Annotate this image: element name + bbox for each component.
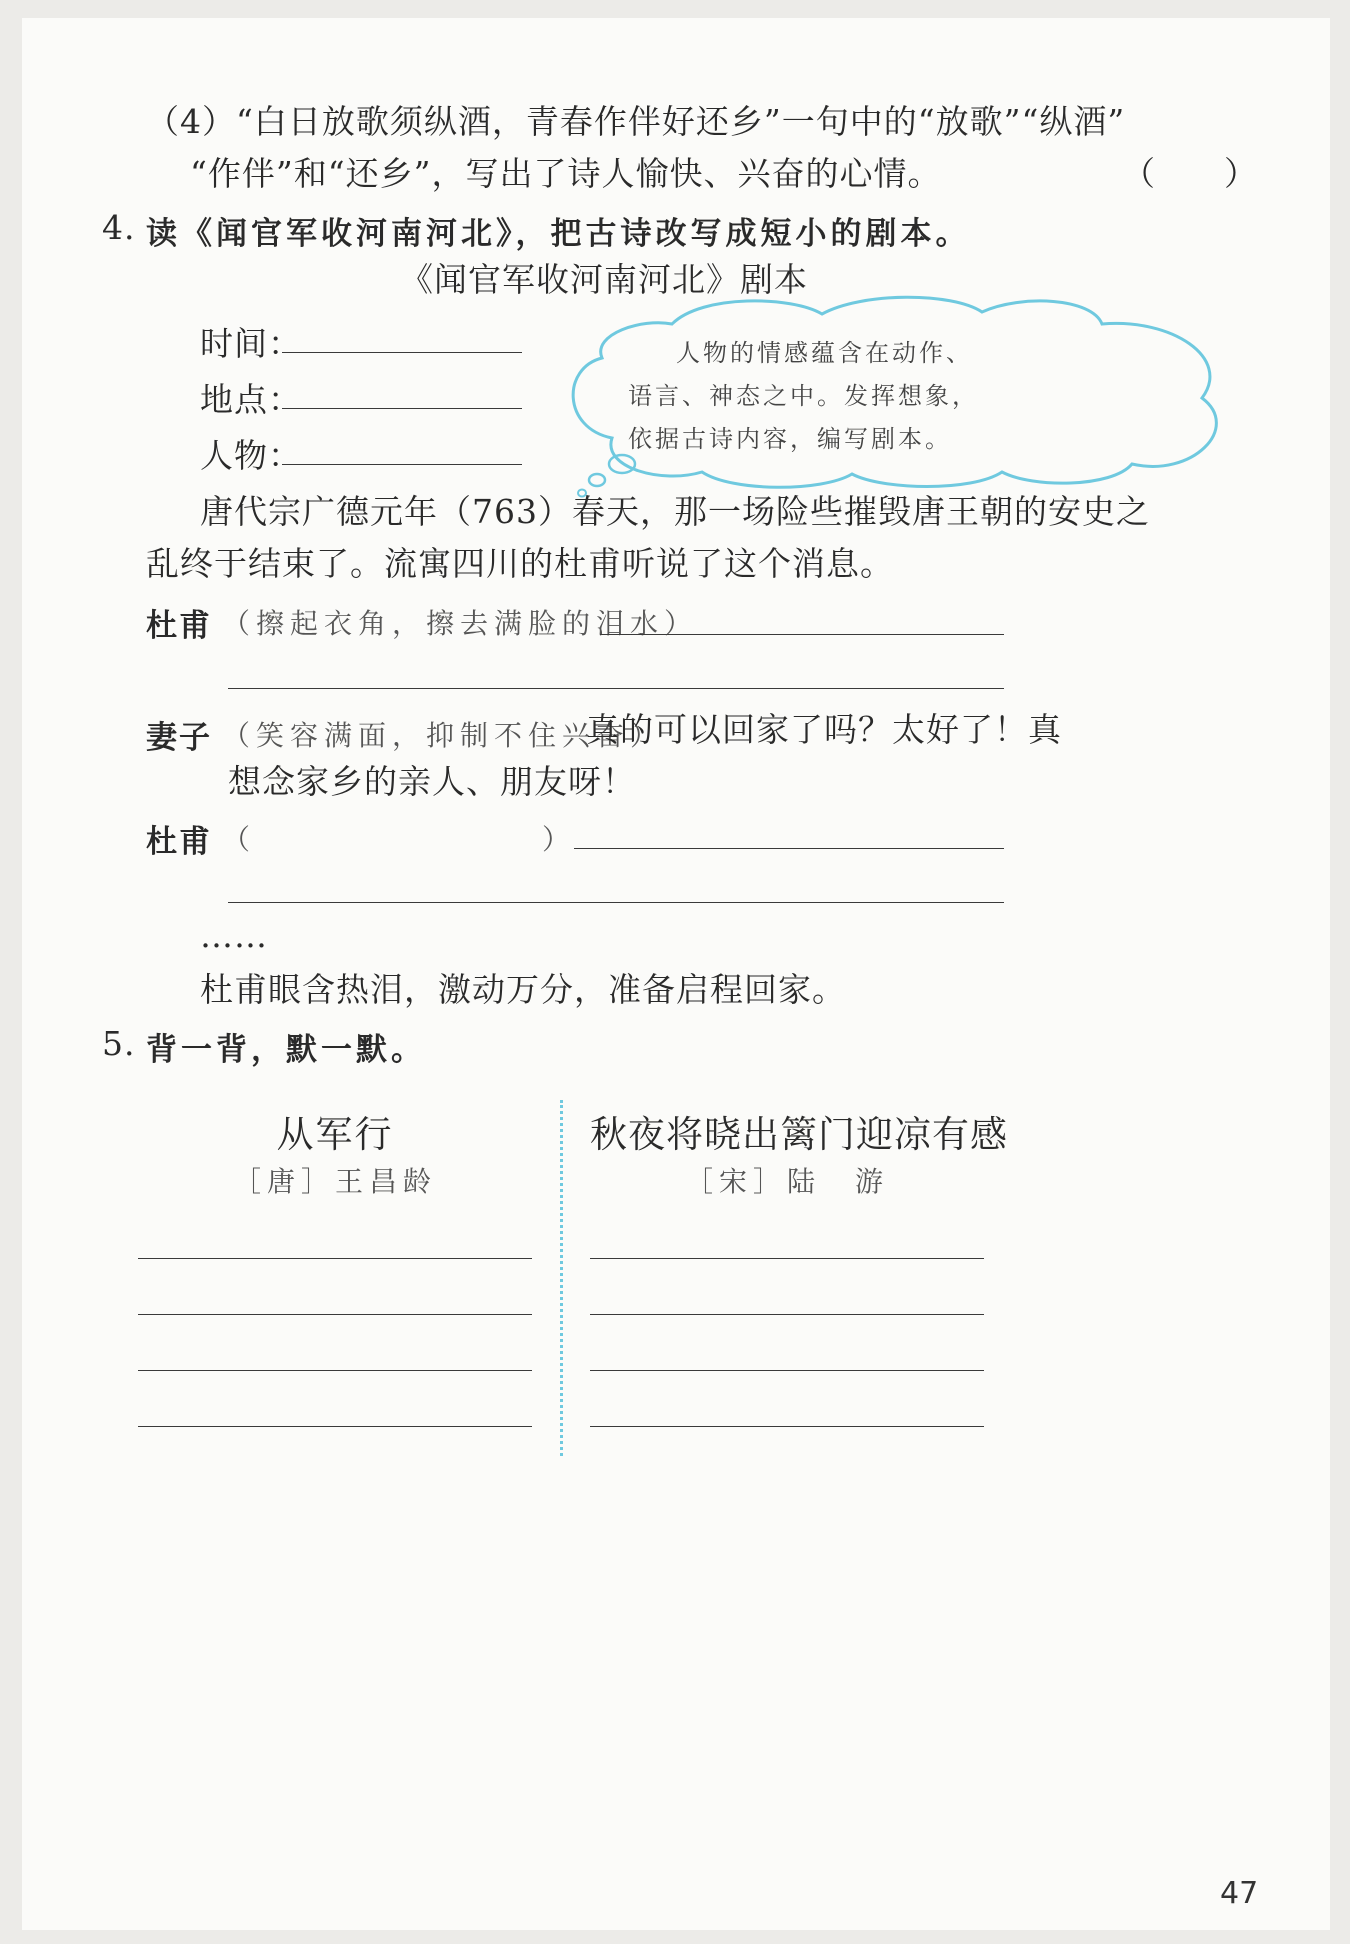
q3-item4-line1: （4）“白日放歌须纵酒，青春作伴好还乡”一句中的“放歌”“纵酒” [146,102,1126,141]
field-line-characters[interactable] [282,464,522,465]
answer-line-3b[interactable] [228,902,1004,903]
q5-number: 5. [102,1024,136,1063]
q5-instruction: 背一背，默一默。 [146,1032,426,1068]
workbook-page [22,18,1330,1930]
wife-speech-2: 想念家乡的亲人、朋友呀！ [228,762,636,801]
field-line-place[interactable] [282,408,522,409]
field-label-time: 时间： [200,324,302,363]
script-title: 《闻官军收河南河北》剧本 [400,260,808,299]
intro-line2: 乱终于结束了。流寓四川的杜甫听说了这个消息。 [146,544,894,583]
stage-direction-1: （擦起衣角，擦去满脸的泪水） [222,607,699,640]
answer-line-1b[interactable] [228,688,1004,689]
poem-author-right: ［宋］陆 游 [684,1165,889,1198]
page-number: 47 [1220,1876,1259,1911]
recite-line-left-3[interactable] [138,1370,532,1371]
recite-line-left-2[interactable] [138,1314,532,1315]
speaker-dufu-2: 杜甫 [146,824,212,860]
q3-item4-line2: “作伴”和“还乡”，写出了诗人愉快、兴奋的心情。 [190,154,942,193]
wife-speech-1: 真的可以回家了吗？太好了！真 [586,710,1062,749]
ellipsis: …… [200,916,268,955]
poem-title-right: 秋夜将晓出篱门迎凉有感 [590,1113,1008,1156]
bubble-line-1: 人物的情感蕴含在动作、 [676,339,973,367]
recite-line-right-4[interactable] [590,1426,984,1427]
bubble-line-2: 语言、神态之中。发挥想象， [628,382,979,410]
recite-line-left-1[interactable] [138,1258,532,1259]
q4-instruction: 读《闻官军收河南河北》，把古诗改写成短小的剧本。 [146,216,971,252]
bubble-line-3: 依据古诗内容，编写剧本。 [628,425,952,453]
recite-line-left-4[interactable] [138,1426,532,1427]
poem-author-left: ［唐］王昌龄 [232,1165,437,1198]
speaker-wife: 妻子 [146,720,212,756]
ending-text: 杜甫眼含热泪，激动万分，准备启程回家。 [200,970,846,1009]
recite-line-right-3[interactable] [590,1370,984,1371]
stage-direction-2: （笑容满面，抑制不住兴奋） [222,719,665,752]
field-line-time[interactable] [282,352,522,353]
answer-bracket[interactable]: （ ） [1122,154,1258,193]
recite-line-right-2[interactable] [590,1314,984,1315]
direction-close-paren: ） [542,823,577,856]
answer-line-3a[interactable] [574,848,1004,849]
answer-line-1a[interactable] [600,634,1004,635]
field-label-characters: 人物： [200,436,302,475]
speaker-dufu-1: 杜甫 [146,608,212,644]
direction-open-paren: （ [222,823,257,856]
q4-number: 4. [102,208,136,247]
column-divider [560,1100,563,1456]
field-label-place: 地点： [200,380,302,419]
intro-line1: 唐代宗广德元年（763）春天，那一场险些摧毁唐王朝的安史之 [200,492,1150,531]
recite-line-right-1[interactable] [590,1258,984,1259]
poem-title-left: 从军行 [276,1113,394,1156]
